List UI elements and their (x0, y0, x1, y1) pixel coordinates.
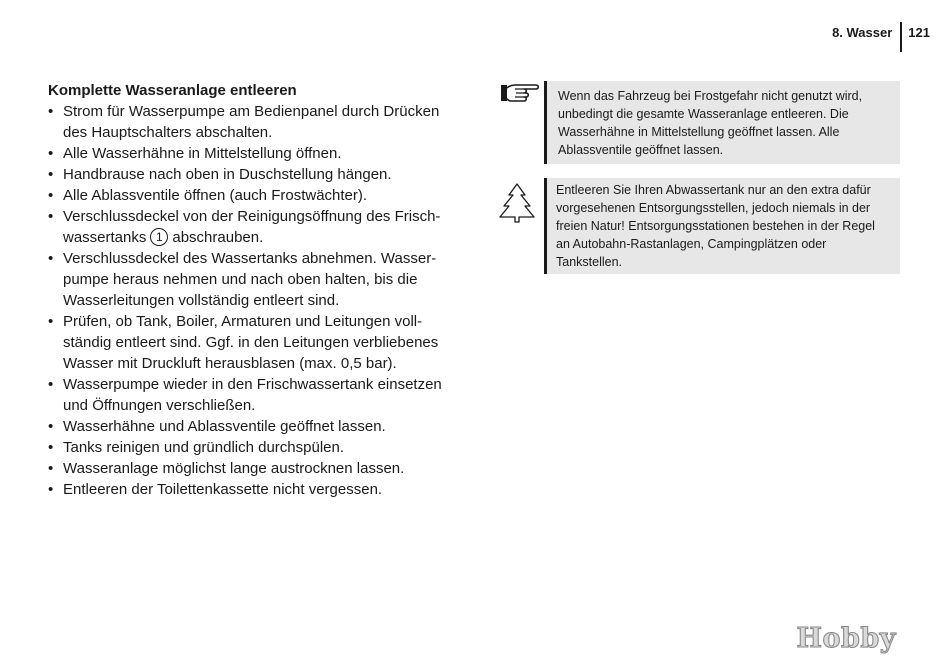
list-item: • Tanks reinigen und gründlich durchspülen. (48, 437, 448, 458)
list-item: • Wasseranlage möglichst lange austrocknen lassen. (48, 458, 448, 479)
list-item: • Verschlussdeckel des Wassertanks abnehmen. Wasser-pumpe heraus nehmen und nach oben halten, bis die Wasserleitungen vollständig entleert sind. (48, 248, 448, 311)
list-item: • Entleeren der Toilettenkassette nicht vergessen. (48, 479, 448, 500)
section-title: Komplette Wasseranlage entleeren (48, 82, 297, 99)
chapter-title: 8. Wasser (832, 25, 893, 40)
list-item: • Verschlussdeckel von der Reinigungsöffnung des Frisch-wassertanks 1 abschrauben. (48, 206, 448, 248)
page-number: 121 (908, 25, 930, 40)
tree-icon (497, 182, 537, 229)
frost-warning-note (544, 81, 900, 164)
list-item: • Alle Wasserhähne in Mittelstellung öffnen. (48, 143, 448, 164)
environment-note (544, 178, 900, 274)
list-item: • Strom für Wasserpumpe am Bedienpanel durch Drücken des Hauptschalters abschalten. (48, 101, 448, 143)
note-text: Wenn das Fahrzeug bei Frostgefahr nicht genutzt wird, unbedingt die gesamte Wasseranlage entleeren. Die Wasserhähne in Mittelstellung geöffnet lassen. Alle Ablassventile geöffnet lassen. (558, 89, 863, 157)
pointing-hand-icon (499, 82, 543, 109)
instruction-list (48, 101, 448, 500)
list-item: • Wasserhähne und Ablassventile geöffnet lassen. (48, 416, 448, 437)
instructions-column (48, 80, 448, 500)
callout-number-1: 1 (150, 228, 168, 246)
list-item: • Prüfen, ob Tank, Boiler, Armaturen und Leitungen voll-ständig entleert sind. Ggf. in den Leitungen verbliebenes Wasser mit Druckluft herausblasen (max. 0,5 bar). (48, 311, 448, 374)
hobby-logo: Hobby (796, 623, 896, 654)
page-header (832, 22, 930, 52)
list-item: • Alle Ablassventile öffnen (auch Frostwächter). (48, 185, 448, 206)
list-item: • Handbrause nach oben in Duschstellung hängen. (48, 164, 448, 185)
note-text: Entleeren Sie Ihren Abwassertank nur an den extra dafür vorgesehenen Entsorgungsstellen, jedoch niemals in der freien Natur! Entsorgungsstationen bestehen in der Regel an Autobahn-Rastanlagen, Campingplätzen oder Tankstellen. (556, 183, 875, 269)
list-item: • Wasserpumpe wieder in den Frischwassertank einsetzen und Öffnungen verschließen. (48, 374, 448, 416)
